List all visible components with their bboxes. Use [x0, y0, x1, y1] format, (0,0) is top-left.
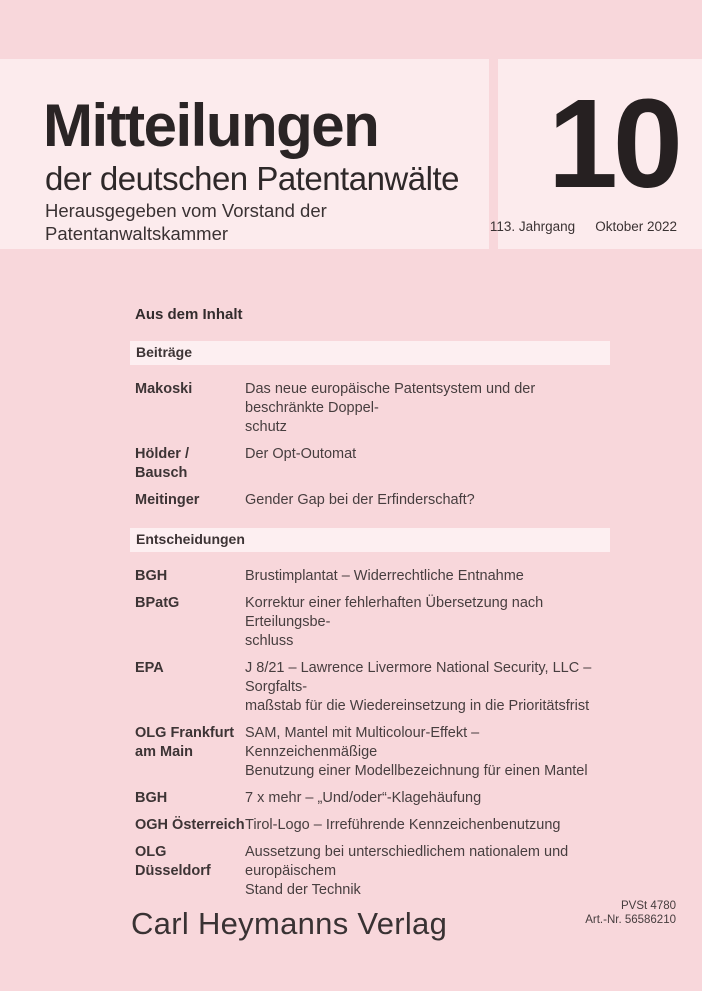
- entry-court: EPA: [135, 660, 164, 676]
- volume-label: 113. Jahrgang: [489, 219, 576, 234]
- entries-entscheidungen: [130, 567, 610, 900]
- article-number: Art.-Nr. 56586210: [585, 914, 676, 926]
- pvst-number: PVSt 4780: [621, 900, 676, 912]
- toc-entry: [130, 659, 610, 716]
- toc-entry: [130, 789, 610, 808]
- entry-court: OLG Düsseldorf: [135, 844, 211, 879]
- toc-entry: [130, 843, 610, 900]
- entry-title-line: Gender Gap bei der Erfinderschaft?: [245, 492, 475, 508]
- journal-title: Mitteilungen: [43, 92, 379, 159]
- toc-entry: [130, 594, 610, 651]
- entry-title-line: SAM, Mantel mit Multicolour-Effekt – Kennzeichenmäßige: [245, 725, 480, 760]
- entry-court: BGH: [135, 568, 168, 584]
- entries-beitraege: [130, 380, 610, 510]
- section-beitraege: [130, 341, 610, 510]
- entry-title-line: Stand der Technik: [245, 882, 361, 898]
- entry-court: am Main: [135, 744, 194, 760]
- toc-entry: [130, 445, 610, 483]
- contents-heading: Aus dem Inhalt: [135, 306, 243, 323]
- entry-author: Hölder / Bausch: [135, 446, 189, 481]
- issue-meta: [490, 219, 677, 234]
- issue-number: 10: [547, 73, 678, 214]
- journal-tagline: Herausgegeben vom Vorstand der Patentanwaltskammer: [45, 200, 327, 244]
- entry-author: Makoski: [135, 381, 193, 397]
- entry-title-line: Das neue europäische Patentsystem und der beschränkte Doppel-: [245, 381, 536, 416]
- section-entscheidungen: [130, 528, 610, 900]
- section-header-beitraege: Beiträge: [130, 341, 610, 365]
- print-codes: [585, 899, 676, 927]
- entry-title-line: schutz: [245, 419, 287, 435]
- publisher-name: Carl Heymanns Verlag: [131, 906, 448, 941]
- entry-court: BGH: [135, 790, 168, 806]
- journal-subtitle: der deutschen Patentanwälte: [45, 160, 459, 197]
- toc-entry: [130, 380, 610, 437]
- masthead-title-panel: [0, 59, 489, 249]
- entry-title-line: Korrektur einer fehlerhaften Übersetzung nach Erteilungsbe-: [245, 595, 544, 630]
- toc-entry: [130, 816, 610, 835]
- entry-title-line: Der Opt-Outomat: [245, 446, 357, 462]
- entry-title-line: Aussetzung bei unterschiedlichem nationalem und europäischem: [245, 844, 569, 879]
- entry-title-line: 7 x mehr – „Und/oder“-Klagehäufung: [245, 790, 482, 806]
- entry-title-line: maßstab für die Wiedereinsetzung in die Prioritätsfrist: [245, 698, 590, 714]
- toc-entry: [130, 567, 610, 586]
- entry-title-line: Benutzung einer Modellbezeichnung für einen Mantel: [245, 763, 588, 779]
- entry-title-line: Brustimplantat – Widerrechtliche Entnahme: [245, 568, 524, 584]
- entry-title-line: Tirol-Logo – Irreführende Kennzeichenbenutzung: [245, 817, 561, 833]
- entry-court: BPatG: [135, 595, 180, 611]
- entry-court: OGH Österreich: [135, 817, 245, 833]
- issue-date: Oktober 2022: [595, 219, 677, 234]
- entry-court: OLG Frankfurt: [135, 725, 235, 741]
- toc-entry: [130, 491, 610, 510]
- entry-title-line: J 8/21 – Lawrence Livermore National Security, LLC – Sorgfalts-: [245, 660, 592, 695]
- title-block: [43, 92, 489, 245]
- section-header-entscheidungen: Entscheidungen: [130, 528, 610, 552]
- toc-entry: [130, 724, 610, 781]
- masthead-issue-panel: [489, 59, 702, 249]
- entry-title-line: schluss: [245, 633, 294, 649]
- table-of-contents: [130, 306, 610, 908]
- masthead-band: [0, 59, 702, 249]
- entry-author: Meitinger: [135, 492, 200, 508]
